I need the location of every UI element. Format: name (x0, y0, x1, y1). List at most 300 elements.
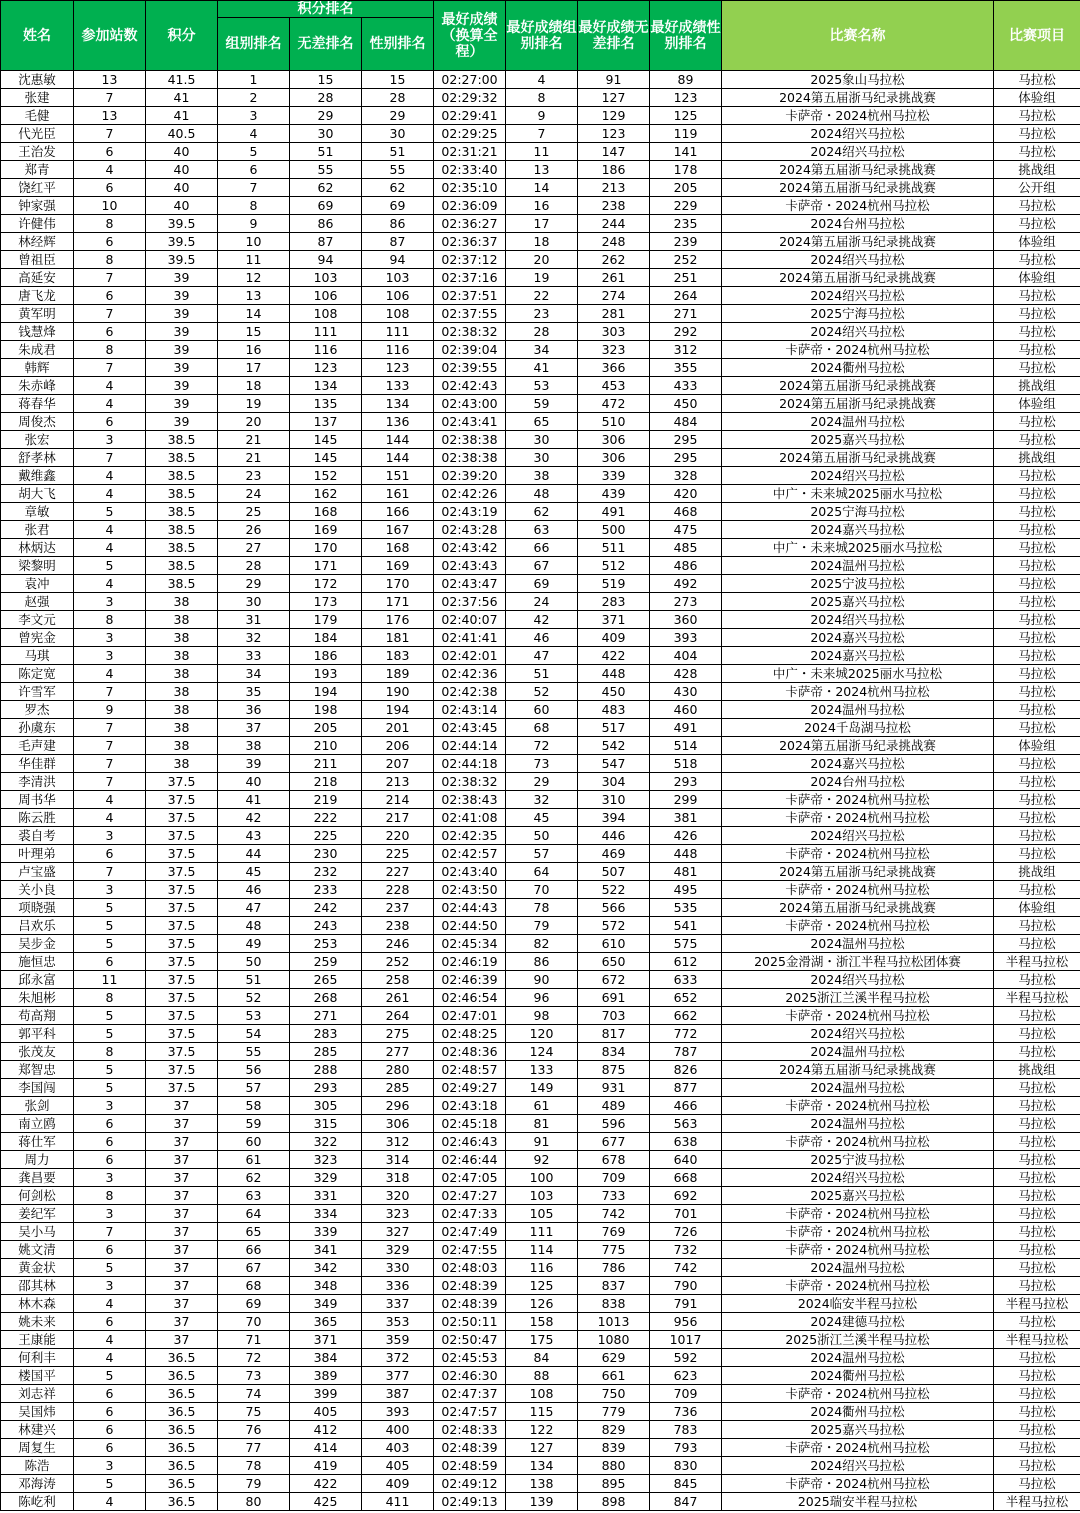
points-cell: 39 (146, 323, 218, 341)
points-cell: 39 (146, 341, 218, 359)
name-cell: 林建兴 (1, 1421, 74, 1439)
group-rank-cell: 38 (218, 737, 290, 755)
best-time-cell: 02:43:14 (434, 701, 506, 719)
race-name-cell: 2025宁波马拉松 (722, 575, 994, 593)
best-group-rank-cell: 149 (506, 1079, 578, 1097)
race-name-cell: 卡萨帝・2024杭州马拉松 (722, 917, 994, 935)
table-row (1, 269, 1080, 287)
group-rank-cell: 6 (218, 161, 290, 179)
points-cell: 37.5 (146, 773, 218, 791)
best-gender-rank-cell: 662 (650, 1007, 722, 1025)
race-name-cell: 2025瑞安半程马拉松 (722, 1493, 994, 1511)
best-time-cell: 02:42:01 (434, 647, 506, 665)
best-time-cell: 02:38:43 (434, 791, 506, 809)
best-group-rank-cell: 127 (506, 1439, 578, 1457)
best-gender-rank-cell: 486 (650, 557, 722, 575)
group-rank-cell: 24 (218, 485, 290, 503)
table-row (1, 665, 1080, 683)
race-type-cell: 马拉松 (994, 1439, 1080, 1457)
stations-cell: 6 (74, 143, 146, 161)
race-type-cell: 马拉松 (994, 1223, 1080, 1241)
race-type-cell: 马拉松 (994, 1169, 1080, 1187)
best-time-cell: 02:48:39 (434, 1439, 506, 1457)
best-overall-rank-cell: 304 (578, 773, 650, 791)
best-overall-rank-cell: 422 (578, 647, 650, 665)
group-rank-cell: 54 (218, 1025, 290, 1043)
best-overall-rank-cell: 472 (578, 395, 650, 413)
race-name-cell: 2024温州马拉松 (722, 1043, 994, 1061)
table-row (1, 323, 1080, 341)
best-group-rank-cell: 120 (506, 1025, 578, 1043)
best-time-cell: 02:48:39 (434, 1295, 506, 1313)
best-time-cell: 02:47:49 (434, 1223, 506, 1241)
stations-cell: 5 (74, 1079, 146, 1097)
name-cell: 张建 (1, 89, 74, 107)
gender-rank-cell: 207 (362, 755, 434, 773)
best-overall-rank-cell: 880 (578, 1457, 650, 1475)
best-overall-rank-cell: 446 (578, 827, 650, 845)
gender-rank-cell: 214 (362, 791, 434, 809)
overall-rank-cell: 170 (290, 539, 362, 557)
name-cell: 卢宝盛 (1, 863, 74, 881)
race-type-cell: 马拉松 (994, 251, 1080, 269)
race-name-cell: 2024第五届浙马纪录挑战赛 (722, 737, 994, 755)
gender-rank-cell: 337 (362, 1295, 434, 1313)
group-rank-cell: 28 (218, 557, 290, 575)
header-overall-rank: 无差排名 (290, 18, 362, 71)
name-cell: 李文元 (1, 611, 74, 629)
group-rank-cell: 51 (218, 971, 290, 989)
best-gender-rank-cell: 428 (650, 665, 722, 683)
race-name-cell: 2024第五届浙马纪录挑战赛 (722, 1061, 994, 1079)
gender-rank-cell: 176 (362, 611, 434, 629)
group-rank-cell: 33 (218, 647, 290, 665)
name-cell: 郭平科 (1, 1025, 74, 1043)
best-overall-rank-cell: 262 (578, 251, 650, 269)
race-type-cell: 挑战组 (994, 863, 1080, 881)
stations-cell: 6 (74, 323, 146, 341)
race-name-cell: 2025宁波马拉松 (722, 1151, 994, 1169)
group-rank-cell: 52 (218, 989, 290, 1007)
gender-rank-cell: 318 (362, 1169, 434, 1187)
race-name-cell: 2024绍兴马拉松 (722, 143, 994, 161)
best-gender-rank-cell: 475 (650, 521, 722, 539)
points-cell: 38.5 (146, 449, 218, 467)
stations-cell: 4 (74, 377, 146, 395)
race-type-cell: 马拉松 (994, 1475, 1080, 1493)
name-cell: 郑智忠 (1, 1061, 74, 1079)
race-type-cell: 马拉松 (994, 1079, 1080, 1097)
group-rank-cell: 59 (218, 1115, 290, 1133)
stations-cell: 13 (74, 107, 146, 125)
best-gender-rank-cell: 847 (650, 1493, 722, 1511)
best-gender-rank-cell: 701 (650, 1205, 722, 1223)
best-group-rank-cell: 86 (506, 953, 578, 971)
best-overall-rank-cell: 610 (578, 935, 650, 953)
name-cell: 赵强 (1, 593, 74, 611)
best-overall-rank-cell: 677 (578, 1133, 650, 1151)
points-cell: 39 (146, 359, 218, 377)
points-cell: 37 (146, 1313, 218, 1331)
best-group-rank-cell: 134 (506, 1457, 578, 1475)
best-group-rank-cell: 45 (506, 809, 578, 827)
best-time-cell: 02:46:54 (434, 989, 506, 1007)
table-row (1, 575, 1080, 593)
best-group-rank-cell: 53 (506, 377, 578, 395)
name-cell: 王治发 (1, 143, 74, 161)
best-time-cell: 02:43:50 (434, 881, 506, 899)
gender-rank-cell: 285 (362, 1079, 434, 1097)
best-overall-rank-cell: 310 (578, 791, 650, 809)
best-gender-rank-cell: 726 (650, 1223, 722, 1241)
stations-cell: 3 (74, 1277, 146, 1295)
best-gender-rank-cell: 826 (650, 1061, 722, 1079)
best-gender-rank-cell: 273 (650, 593, 722, 611)
points-cell: 37 (146, 1277, 218, 1295)
points-cell: 39 (146, 305, 218, 323)
race-name-cell: 2024温州马拉松 (722, 701, 994, 719)
points-cell: 38.5 (146, 485, 218, 503)
race-type-cell: 马拉松 (994, 557, 1080, 575)
gender-rank-cell: 166 (362, 503, 434, 521)
race-type-cell: 半程马拉松 (994, 989, 1080, 1007)
race-type-cell: 马拉松 (994, 593, 1080, 611)
best-gender-rank-cell: 312 (650, 341, 722, 359)
best-group-rank-cell: 62 (506, 503, 578, 521)
best-group-rank-cell: 73 (506, 755, 578, 773)
gender-rank-cell: 405 (362, 1457, 434, 1475)
race-type-cell: 体验组 (994, 395, 1080, 413)
name-cell: 南立鸥 (1, 1115, 74, 1133)
header-gender-rank: 性别排名 (362, 18, 434, 71)
name-cell: 项晓强 (1, 899, 74, 917)
points-cell: 39.5 (146, 251, 218, 269)
name-cell: 姜纪军 (1, 1205, 74, 1223)
name-cell: 罗杰 (1, 701, 74, 719)
best-group-rank-cell: 111 (506, 1223, 578, 1241)
gender-rank-cell: 136 (362, 413, 434, 431)
group-rank-cell: 36 (218, 701, 290, 719)
name-cell: 姚文清 (1, 1241, 74, 1259)
best-gender-rank-cell: 355 (650, 359, 722, 377)
best-group-rank-cell: 16 (506, 197, 578, 215)
best-group-rank-cell: 90 (506, 971, 578, 989)
race-name-cell: 2024绍兴马拉松 (722, 251, 994, 269)
stations-cell: 8 (74, 1187, 146, 1205)
table-row (1, 1421, 1080, 1439)
group-rank-cell: 47 (218, 899, 290, 917)
race-name-cell: 卡萨帝・2024杭州马拉松 (722, 1385, 994, 1403)
table-row (1, 683, 1080, 701)
header-stations: 参加站数 (74, 1, 146, 71)
name-cell: 孙虞东 (1, 719, 74, 737)
table-body (1, 71, 1080, 1511)
points-cell: 37 (146, 1223, 218, 1241)
race-type-cell: 马拉松 (994, 467, 1080, 485)
race-type-cell: 马拉松 (994, 1043, 1080, 1061)
overall-rank-cell: 384 (290, 1349, 362, 1367)
best-gender-rank-cell: 732 (650, 1241, 722, 1259)
name-cell: 林木森 (1, 1295, 74, 1313)
race-type-cell: 马拉松 (994, 647, 1080, 665)
best-time-cell: 02:37:56 (434, 593, 506, 611)
gender-rank-cell: 277 (362, 1043, 434, 1061)
race-name-cell: 2024温州马拉松 (722, 1349, 994, 1367)
stations-cell: 4 (74, 467, 146, 485)
gender-rank-cell: 306 (362, 1115, 434, 1133)
name-cell: 刘志祥 (1, 1385, 74, 1403)
name-cell: 姚未来 (1, 1313, 74, 1331)
best-gender-rank-cell: 772 (650, 1025, 722, 1043)
best-overall-rank-cell: 572 (578, 917, 650, 935)
best-gender-rank-cell: 433 (650, 377, 722, 395)
best-gender-rank-cell: 264 (650, 287, 722, 305)
group-rank-cell: 49 (218, 935, 290, 953)
gender-rank-cell: 228 (362, 881, 434, 899)
best-time-cell: 02:37:16 (434, 269, 506, 287)
table-row (1, 1115, 1080, 1133)
race-name-cell: 卡萨帝・2024杭州马拉松 (722, 197, 994, 215)
overall-rank-cell: 137 (290, 413, 362, 431)
gender-rank-cell: 194 (362, 701, 434, 719)
race-type-cell: 马拉松 (994, 1421, 1080, 1439)
gender-rank-cell: 133 (362, 377, 434, 395)
group-rank-cell: 76 (218, 1421, 290, 1439)
name-cell: 袁冲 (1, 575, 74, 593)
table-row (1, 629, 1080, 647)
best-group-rank-cell: 14 (506, 179, 578, 197)
stations-cell: 7 (74, 89, 146, 107)
points-cell: 37.5 (146, 1025, 218, 1043)
points-cell: 38 (146, 611, 218, 629)
best-time-cell: 02:37:51 (434, 287, 506, 305)
gender-rank-cell: 201 (362, 719, 434, 737)
stations-cell: 3 (74, 629, 146, 647)
gender-rank-cell: 171 (362, 593, 434, 611)
overall-rank-cell: 171 (290, 557, 362, 575)
points-cell: 36.5 (146, 1493, 218, 1511)
points-cell: 37 (146, 1133, 218, 1151)
stations-cell: 4 (74, 539, 146, 557)
best-overall-rank-cell: 394 (578, 809, 650, 827)
gender-rank-cell: 258 (362, 971, 434, 989)
best-overall-rank-cell: 129 (578, 107, 650, 125)
group-rank-cell: 57 (218, 1079, 290, 1097)
points-cell: 40 (146, 161, 218, 179)
header-race-type: 比赛项目 (994, 1, 1080, 71)
race-name-cell: 2024第五届浙马纪录挑战赛 (722, 89, 994, 107)
best-gender-rank-cell: 633 (650, 971, 722, 989)
best-time-cell: 02:44:43 (434, 899, 506, 917)
best-group-rank-cell: 79 (506, 917, 578, 935)
best-overall-rank-cell: 650 (578, 953, 650, 971)
group-rank-cell: 11 (218, 251, 290, 269)
gender-rank-cell: 411 (362, 1493, 434, 1511)
group-rank-cell: 21 (218, 431, 290, 449)
overall-rank-cell: 152 (290, 467, 362, 485)
best-gender-rank-cell: 787 (650, 1043, 722, 1061)
overall-rank-cell: 135 (290, 395, 362, 413)
points-cell: 37.5 (146, 1043, 218, 1061)
best-overall-rank-cell: 786 (578, 1259, 650, 1277)
stations-cell: 8 (74, 341, 146, 359)
overall-rank-cell: 389 (290, 1367, 362, 1385)
best-overall-rank-cell: 244 (578, 215, 650, 233)
race-type-cell: 挑战组 (994, 1061, 1080, 1079)
table-row (1, 1025, 1080, 1043)
race-name-cell: 2024第五届浙马纪录挑战赛 (722, 269, 994, 287)
stations-cell: 5 (74, 917, 146, 935)
race-type-cell: 马拉松 (994, 791, 1080, 809)
gender-rank-cell: 327 (362, 1223, 434, 1241)
best-time-cell: 02:29:41 (434, 107, 506, 125)
gender-rank-cell: 161 (362, 485, 434, 503)
name-cell: 吕欢乐 (1, 917, 74, 935)
overall-rank-cell: 341 (290, 1241, 362, 1259)
best-group-rank-cell: 18 (506, 233, 578, 251)
race-type-cell: 马拉松 (994, 503, 1080, 521)
overall-rank-cell: 28 (290, 89, 362, 107)
best-time-cell: 02:31:21 (434, 143, 506, 161)
points-cell: 38 (146, 647, 218, 665)
race-type-cell: 马拉松 (994, 1115, 1080, 1133)
best-gender-rank-cell: 495 (650, 881, 722, 899)
best-time-cell: 02:39:55 (434, 359, 506, 377)
race-name-cell: 2024临安半程马拉松 (722, 1295, 994, 1313)
race-name-cell: 卡萨帝・2024杭州马拉松 (722, 1133, 994, 1151)
group-rank-cell: 75 (218, 1403, 290, 1421)
best-time-cell: 02:48:57 (434, 1061, 506, 1079)
name-cell: 黄金状 (1, 1259, 74, 1277)
name-cell: 毛健 (1, 107, 74, 125)
group-rank-cell: 62 (218, 1169, 290, 1187)
group-rank-cell: 35 (218, 683, 290, 701)
stations-cell: 4 (74, 809, 146, 827)
stations-cell: 3 (74, 827, 146, 845)
gender-rank-cell: 51 (362, 143, 434, 161)
best-gender-rank-cell: 466 (650, 1097, 722, 1115)
table-row (1, 593, 1080, 611)
stations-cell: 13 (74, 71, 146, 89)
points-cell: 36.5 (146, 1403, 218, 1421)
gender-rank-cell: 69 (362, 197, 434, 215)
race-name-cell: 2024衢州马拉松 (722, 359, 994, 377)
race-name-cell: 2025嘉兴马拉松 (722, 1421, 994, 1439)
points-cell: 38.5 (146, 467, 218, 485)
best-group-rank-cell: 114 (506, 1241, 578, 1259)
group-rank-cell: 3 (218, 107, 290, 125)
stations-cell: 7 (74, 449, 146, 467)
best-group-rank-cell: 125 (506, 1277, 578, 1295)
group-rank-cell: 71 (218, 1331, 290, 1349)
race-name-cell: 2024绍兴马拉松 (722, 125, 994, 143)
best-time-cell: 02:47:27 (434, 1187, 506, 1205)
overall-rank-cell: 103 (290, 269, 362, 287)
best-group-rank-cell: 24 (506, 593, 578, 611)
points-cell: 38 (146, 665, 218, 683)
group-rank-cell: 2 (218, 89, 290, 107)
race-type-cell: 马拉松 (994, 827, 1080, 845)
points-cell: 37.5 (146, 989, 218, 1007)
race-name-cell: 卡萨帝・2024杭州马拉松 (722, 1205, 994, 1223)
group-rank-cell: 56 (218, 1061, 290, 1079)
overall-rank-cell: 205 (290, 719, 362, 737)
best-overall-rank-cell: 775 (578, 1241, 650, 1259)
best-group-rank-cell: 7 (506, 125, 578, 143)
group-rank-cell: 44 (218, 845, 290, 863)
stations-cell: 6 (74, 1133, 146, 1151)
stations-cell: 4 (74, 521, 146, 539)
stations-cell: 3 (74, 881, 146, 899)
name-cell: 李国闯 (1, 1079, 74, 1097)
best-gender-rank-cell: 89 (650, 71, 722, 89)
table-row (1, 539, 1080, 557)
best-group-rank-cell: 30 (506, 431, 578, 449)
table-row (1, 71, 1080, 89)
best-group-rank-cell: 60 (506, 701, 578, 719)
best-group-rank-cell: 4 (506, 71, 578, 89)
table-row (1, 791, 1080, 809)
best-overall-rank-cell: 834 (578, 1043, 650, 1061)
points-cell: 36.5 (146, 1475, 218, 1493)
table-row (1, 1151, 1080, 1169)
best-gender-rank-cell: 468 (650, 503, 722, 521)
group-rank-cell: 16 (218, 341, 290, 359)
group-rank-cell: 21 (218, 449, 290, 467)
stations-cell: 7 (74, 305, 146, 323)
points-cell: 40.5 (146, 125, 218, 143)
race-type-cell: 马拉松 (994, 1007, 1080, 1025)
best-gender-rank-cell: 430 (650, 683, 722, 701)
stations-cell: 5 (74, 557, 146, 575)
best-gender-rank-cell: 239 (650, 233, 722, 251)
best-time-cell: 02:46:44 (434, 1151, 506, 1169)
overall-rank-cell: 87 (290, 233, 362, 251)
table-row (1, 1259, 1080, 1277)
stations-cell: 9 (74, 701, 146, 719)
race-name-cell: 卡萨帝・2024杭州马拉松 (722, 1475, 994, 1493)
race-name-cell: 2024绍兴马拉松 (722, 287, 994, 305)
name-cell: 蒋春华 (1, 395, 74, 413)
overall-rank-cell: 184 (290, 629, 362, 647)
stations-cell: 7 (74, 359, 146, 377)
race-name-cell: 中广・未来城2025丽水马拉松 (722, 665, 994, 683)
stations-cell: 8 (74, 989, 146, 1007)
group-rank-cell: 73 (218, 1367, 290, 1385)
best-overall-rank-cell: 306 (578, 449, 650, 467)
header-group-rank: 组别排名 (218, 18, 290, 71)
points-cell: 37.5 (146, 935, 218, 953)
name-cell: 陈浩 (1, 1457, 74, 1475)
stations-cell: 6 (74, 845, 146, 863)
table-row (1, 1493, 1080, 1511)
best-overall-rank-cell: 500 (578, 521, 650, 539)
points-cell: 38.5 (146, 503, 218, 521)
name-cell: 毛声建 (1, 737, 74, 755)
points-cell: 37 (146, 1205, 218, 1223)
table-row (1, 143, 1080, 161)
race-type-cell: 马拉松 (994, 539, 1080, 557)
stations-cell: 11 (74, 971, 146, 989)
overall-rank-cell: 405 (290, 1403, 362, 1421)
group-rank-cell: 79 (218, 1475, 290, 1493)
best-time-cell: 02:47:01 (434, 1007, 506, 1025)
stations-cell: 4 (74, 575, 146, 593)
header-points: 积分 (146, 1, 218, 71)
overall-rank-cell: 30 (290, 125, 362, 143)
best-time-cell: 02:42:36 (434, 665, 506, 683)
points-cell: 37.5 (146, 845, 218, 863)
